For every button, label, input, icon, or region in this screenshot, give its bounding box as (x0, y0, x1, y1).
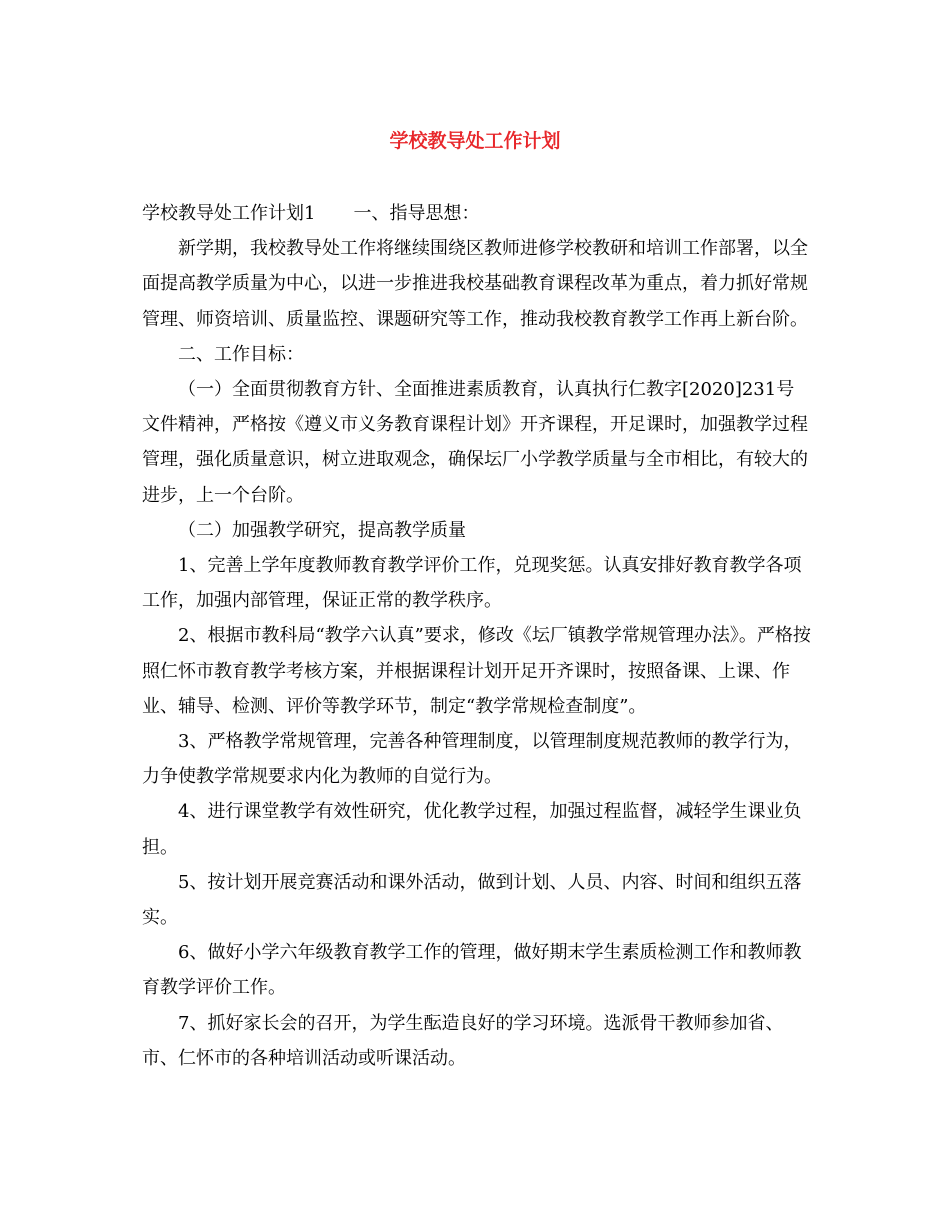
list-item-7: 7、抓好家长会的召开，为学生酝造良好的学习环境。选派骨干教师参加省、市、仁怀市的各种培训活动或听课活动。 (142, 1012, 784, 1069)
paragraph-goal-1: （一）全面贯彻教育方针、全面推进素质教育，认真执行仁教字[2020]231号文件精神，严格按《遵义市义务教育课程计划》开齐课程，开足课时，加强教学过程管理，强化质量意识，树立进取观念，确保坛厂小学教学质量与全市相比，有较大的进步，上一个台阶。 (142, 379, 808, 506)
section-heading-guiding: 一、指导思想： (353, 203, 480, 224)
document-title: 学校教导处工作计划 (389, 130, 561, 152)
list-item-4: 4、进行课堂教学有效性研究，优化教学过程，加强过程监督，减轻学生课业负担。 (142, 801, 802, 858)
list-item-6: 6、做好小学六年级教育教学工作的管理，做好期末学生素质检测工作和教师教育教学评价工作。 (142, 942, 802, 999)
section-heading-goals: 二、工作目标： (178, 343, 304, 365)
subheading-goal-2: （二）加强教学研究，提高教学质量 (178, 519, 466, 541)
list-item-1: 1、完善上学年度教师教育教学评价工作，兑现奖惩。认真安排好教育教学各项工作，加强内部管理，保证正常的教学秩序。 (142, 555, 802, 612)
list-item-5: 5、按计划开展竞赛活动和课外活动，做到计划、人员、内容、时间和组织五落实。 (142, 871, 802, 929)
list-item-2: 2、根据市教科局“教学六认真”要求，修改《坛厂镇教学常规管理办法》。严格按照仁怀市教育教学考核方案，并根据课程计划开足开齐课时，按照备课、上课、作业、辅导、检测、评价等教学环节，制定“教学常规检查制度”。 (142, 625, 811, 717)
list-item-3: 3、严格教学常规管理，完善各种管理制度，以管理制度规范教师的教学行为，力争使教学常规要求内化为教师的自觉行为。 (142, 731, 802, 788)
plan-label: 学校教导处工作计划1 (142, 203, 316, 224)
paragraph-guiding-ideas: 新学期，我校教导处工作将继续围绕区教师进修学校教研和培训工作部署，以全面提高教学质量为中心，以进一步推进我校基础教育课程改革为重点，着力抓好常规管理、师资培训、质量监控、课题研究等工作，推动我校教育教学工作再上新台阶。 (142, 238, 808, 330)
document-body (142, 196, 812, 1076)
first-line (142, 196, 812, 231)
